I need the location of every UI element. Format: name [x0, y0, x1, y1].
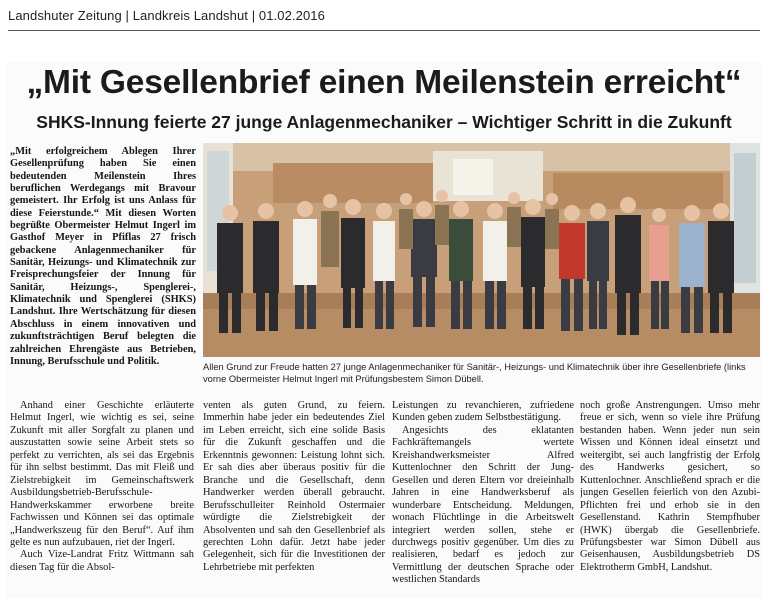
body-paragraph: noch große Anstrengungen. Umso mehr freue er sich, wenn so viele ihre Prüfung bestanden haben. Wenn jeder nun sein Wissen und Können ideal einsetzt und weitergibt, sei auch langfristig der Erfolg des Handwerks gesichert, so Kuttenlochner. Anschließend sprach er die jungen Gesellen feierlich von den Azubi-Pflichten frei und erhob sie in den Gesellenstand. Kathrin Stempfhuber (HWK) übergab die Gesellenbriefe. Prüfungsbester war Simon Dübell aus Geisenhausen, Ausbildungsbetrieb DS Elektrotherm GmbH, Landshut.: [580, 400, 760, 573]
body-paragraph: Angesichts des eklatanten Fachkräftemangels wertete Kreishandwerksmeister Alfred Kuttenlochner den Schritt der Jung-Gesellen und deren Eltern vor dreieinhalb Jahren in eine Handwerksberuf als wunderbare Entscheidung. Meldungen, wonach Flüchtlinge in die Arbeitswelt integriert werden sollen, stehe er durchwegs positiv gegenüber. Um dies zu realisieren, bedarf es jedoch zur Vermittlung der deutschen Sprache oder westlichen Standards: [392, 424, 574, 586]
body-column-3: [392, 400, 574, 596]
group-photo: [203, 143, 760, 357]
lead-paragraph: „Mit erfolgreichem Ablegen Ihrer Gesellenprüfung haben Sie einen bedeutenden Meilenstein Ihres beruflichen Werdegangs mit Bravour gemeistert. Ihr Erfolg ist uns Anlass für diese Feierstunde.“ Mit diesen Worten begrüßte Obermeister Helmut Ingerl im Gasthof Meyer in Pfiflas 27 frisch gebackene Anlagenmechaniker für Sanitär, Heizungs- und Klimatechnik zur Freisprechungsfeier der Innung für Sanitär, Heizungs-, Spenglerei-, Klimatechnik und Spenglerei (SHKS) Landshut. Ihre Wertschätzung für diesen Abschluss in einem innovativen und zukunftsträchtigen Beruf belegten die zahlreichen Ehrengäste aus Betrieben, Innung, Berufsschule und Politik.: [10, 146, 196, 367]
headline: „Mit Gesellenbrief einen Meilenstein erreicht“: [26, 64, 742, 101]
body-column-1: [10, 400, 194, 596]
body-paragraph: Leistungen zu revanchieren, zufriedene Kunden geben zudem Selbstbestätigung.: [392, 400, 574, 424]
body-paragraph: Auch Vize-Landrat Fritz Wittmann sah diesen Tag für die Absol-: [10, 549, 194, 573]
subheadline: SHKS-Innung feierte 27 junge Anlagenmechaniker – Wichtiger Schritt in die Zukunft: [36, 112, 732, 132]
source-line: Landshuter Zeitung | Landkreis Landshut | 01.02.2016: [8, 8, 325, 23]
body-paragraph: venten als guten Grund, zu feiern. Immerhin habe jeder ein bedeutendes Ziel im Leben erreicht, sich eine solide Basis für die Zukunft geschaffen und die Erkenntnis gewonnen: Leistung lohnt sich. Er sah dies aber überaus positiv für die Branche und die Gesellschaft, denn Handwerker werden überall gebraucht. Berufsschulleiter Reinhold Ostermaier würdigte die Zielstrebigkeit der Absolventen und sah den Gesellenbrief als gerechten Lohn dafür. Jetzt habe jeder Gelegenheit, sich für die Investitionen der Lehrbetriebe mit perfekten: [203, 400, 385, 573]
header-divider: [8, 30, 760, 31]
body-paragraph: Anhand einer Geschichte erläuterte Helmut Ingerl, wie wichtig es sei, seine Zukunft mit aller Sorgfalt zu planen und auszustatten sowie seine Arbeit stets so perfekt zu verrichten, als sei das Ergebnis für ihn selbst bestimmt. Das mit Fleiß und Zielstrebigkeit im Gemeinschaftswerk Ausbildungsbetrieb-Berufsschule-Handwerkskammer erworbene breite Fachwissen und Können sei das optimale „Handwerkszeug für den Beruf“. Auf ihm gelte es nun aufzubauen, riet der Ingerl.: [10, 400, 194, 548]
body-column-4: [580, 400, 760, 596]
body-column-2: [203, 400, 385, 596]
photo-caption: Allen Grund zur Freude hatten 27 junge Anlagenmechaniker für Sanitär-, Heizungs- und Klimatechnik über ihre Gesellenbriefe (links vorne Obermeister Helmut Ingerl mit Prüfungsbestem Simon Dübell.: [203, 362, 746, 384]
